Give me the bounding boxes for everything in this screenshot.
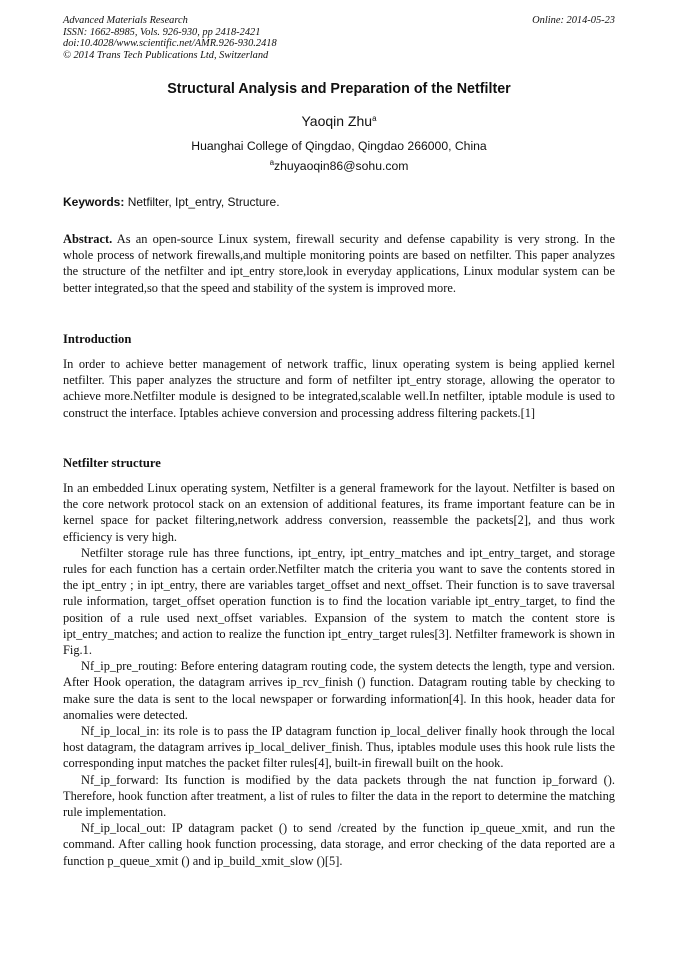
paragraph: Nf_ip_local_out: IP datagram packet () to send /created by the function ip_queue_xmit, and run the command. After calling hook function processing, data storage, and error checking of the data reported are a function p_queue_xmit () and ip_build_xmit_slow ()[5]. — [63, 821, 615, 868]
author-superscript: a — [372, 114, 377, 123]
keywords-text: Netfilter, Ipt_entry, Structure. — [124, 195, 280, 209]
journal-name: Advanced Materials Research — [63, 15, 188, 26]
section-heading-netfilter-structure: Netfilter structure — [63, 456, 161, 470]
author-affiliation: Huanghai College of Qingdao, Qingdao 266000, China — [191, 139, 487, 153]
paper-title: Structural Analysis and Preparation of the Netfilter — [167, 81, 511, 97]
paragraph: Nf_ip_forward: Its function is modified by the data packets through the nat function ip_forward (). Therefore, hook function after treatment, a list of rules to filter the data in the report to determine the matching rule implementation. — [63, 772, 615, 820]
netfilter-structure-body — [63, 480, 615, 869]
paragraph: Nf_ip_local_in: its role is to pass the IP datagram function ip_local_deliver finally hook through the local host datagram, the datagram arrives ip_local_deliver_finish. Thus, iptables module uses this hook rule lists the corresponding input matches the packet filter rules[4], built-in firewall built on the hook. — [63, 724, 615, 771]
author-email — [0, 159, 678, 173]
author-name: Yaoqin Zhu — [301, 113, 373, 129]
journal-doi: doi:10.4028/www.scientific.net/AMR.926-930.2418 — [63, 38, 277, 49]
keywords-line — [63, 195, 615, 209]
section-heading-introduction: Introduction — [63, 332, 132, 346]
paragraph: In an embedded Linux operating system, Netfilter is a general framework for the layout. Netfilter is based on the core network protocol stack on an extension of additional features, its frame important feature can be in kernel space for packet filtering,network address conversion, reassemble the packets[2], and thus work efficiency is very high. — [63, 481, 615, 544]
paragraph: In order to achieve better management of network traffic, linux operating system is being applied kernel netfilter. This paper analyzes the structure and form of netfilter ipt_entry storage, allowing the operator to achieve more.Netfilter module is designed to be integrated,scalable well.In netfilter, iptable module is used to construct the interface. Iptables achieve conversion and processing address filtering packets.[1] — [63, 357, 615, 420]
paper-author — [0, 113, 678, 129]
paragraph: Nf_ip_pre_routing: Before entering datagram routing code, the system detects the length, type and version. After Hook operation, the datagram arrives ip_rcv_finish () function. Datagram routing table by checking to make sure the data is sent to the local newspaper or forwarding information[4]. In this hook, header data for anomalies were detected. — [63, 659, 615, 722]
keywords-label: Keywords: — [63, 195, 125, 209]
online-date: Online: 2014-05-23 — [532, 15, 615, 26]
abstract-block — [63, 231, 615, 296]
abstract-label: Abstract. — [63, 232, 113, 246]
paragraph: Netfilter storage rule has three functions, ipt_entry, ipt_entry_matches and ipt_entry_target, and storage rules for each function has a certain order.Netfilter match the criteria you want to save the contents stored in the ipt_entry ; in ipt_entry, there are variables target_offset and next_offset. Their function is to save traversal rule information, target_offset operation function is to find the location variable ipt_entry_target, to find the position of a rule used next_offset variables. Expansion of the system to match the content store is ipt_entry_matches; and action to realize the function ipt_entry_target rules[3]. Netfilter framework is shown in Fig.1. — [63, 545, 615, 658]
introduction-body — [63, 356, 615, 421]
abstract-text: As an open-source Linux system, firewall security and defense capability is very strong. In the whole process of network firewalls,and multiple monitoring points are based on netfilter. This paper analyzes the structure of the netfilter and ipt_entry store,look in everyday applications, Linux modular system can be better integrated,so that the speed and stability of the system is improved more. — [63, 232, 615, 295]
email-superscript: a — [269, 158, 275, 167]
journal-issn: ISSN: 1662-8985, Vols. 926-930, pp 2418-2421 — [63, 26, 261, 38]
journal-header — [63, 15, 277, 61]
journal-copyright: © 2014 Trans Tech Publications Ltd, Switzerland — [63, 49, 269, 61]
email-address: zhuyaoqin86@sohu.com — [274, 159, 409, 173]
